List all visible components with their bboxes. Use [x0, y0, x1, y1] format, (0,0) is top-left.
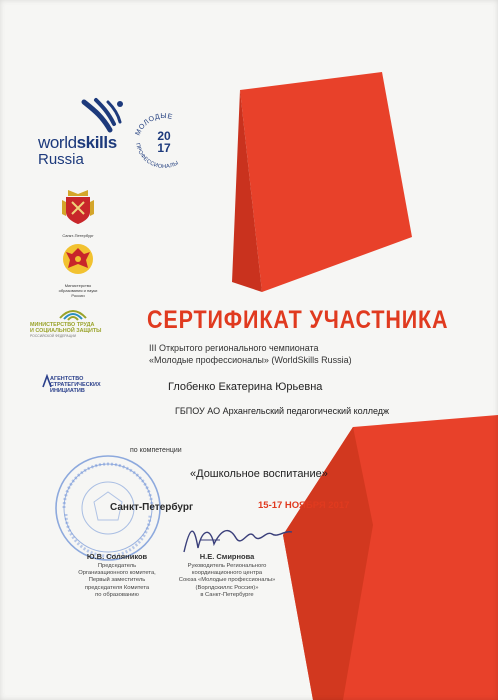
competence-label: по компетенции — [130, 447, 182, 454]
spb-caption: Санкт-Петербург — [62, 233, 94, 238]
spb-emblem-icon — [58, 188, 98, 226]
event-city: Санкт-Петербург — [110, 502, 194, 513]
minobr-caption: Министерство образования и науки России — [58, 283, 98, 298]
red-cube-top — [232, 72, 412, 292]
championship-name — [149, 343, 352, 366]
signer-1-role: Председатель Организационного комитета, Первый заместитель председателя Комитета по образованию — [78, 563, 156, 598]
young-pros-top-text: МОЛОДЫЕ — [134, 112, 174, 137]
signer-2 — [162, 552, 292, 599]
signer-1-name: Ю.В. Соляников — [86, 552, 148, 561]
young-professionals-logo — [132, 100, 196, 186]
participant-name: Глобенко Екатерина Юрьевна — [168, 381, 323, 393]
russian-eagle-icon — [58, 242, 98, 276]
worldskills-country: Russia — [38, 151, 84, 168]
asi-logo — [42, 372, 122, 394]
certificate-title: СЕРТИФИКАТ УЧАСТНИКА — [147, 306, 449, 334]
young-pros-year-2: 17 — [157, 141, 171, 155]
red-cube-bottom — [283, 415, 498, 700]
event-date: 15-17 НОЯБРЯ 2017 — [258, 500, 350, 511]
mintrud-waves-icon — [58, 304, 88, 322]
mintrud-line2: И СОЦИАЛЬНОЙ ЗАЩИТЫ — [30, 328, 102, 335]
signer-2-role: Руководитель Регионального координационного центра Союза «Молодые профессионалы» (Ворлдскиллс Россия)» в Санкт-Петербурге — [178, 563, 276, 598]
worldskills-logo — [34, 94, 130, 168]
championship-line1: III Открытого регионального чемпионата — [149, 343, 319, 353]
minobr-logo — [58, 242, 98, 298]
young-pros-year-1: 20 — [157, 129, 171, 143]
championship-line2: «Молодые профессионалы» (WorldSkills Russia) — [149, 354, 352, 365]
worldskills-wordmark: worldskills — [38, 133, 117, 152]
worldskills-swirl-icon — [80, 96, 126, 136]
signer-1 — [62, 552, 172, 599]
mintrud-line3: РОССИЙСКОЙ ФЕДЕРАЦИИ — [30, 334, 77, 339]
mintrud-logo — [30, 304, 110, 338]
asi-text: АГЕНТСТВО СТРАТЕГИЧЕСКИХ ИНИЦИАТИВ — [50, 376, 101, 395]
spb-coat-of-arms — [58, 188, 98, 238]
competence-name: «Дошкольное воспитание» — [190, 468, 328, 480]
signer-2-name: Н.Е. Смирнова — [199, 552, 255, 561]
participant-organization: ГБПОУ АО Архангельский педагогический колледж — [175, 406, 390, 416]
young-pros-bottom-text: ПРОФЕССИОНАЛЫ — [134, 142, 180, 171]
mintrud-line1: МИНИСТЕРСТВО ТРУДА — [30, 322, 95, 328]
